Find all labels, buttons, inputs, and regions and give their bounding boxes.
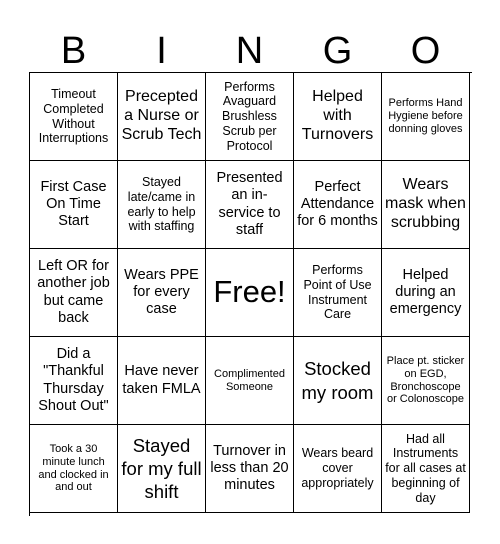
bingo-cell-b3[interactable]: Left OR for another job but came back [30,249,118,337]
header-letter-g: G [322,30,354,72]
header-letter-o: O [410,30,442,72]
header-letter-i: I [156,30,168,72]
header-letter-b: B [60,30,88,72]
bingo-cell-g3[interactable]: Performs Point of Use Instrument Care [294,249,382,337]
bingo-cell-b1[interactable]: Timeout Completed Without Interruptions [30,73,118,161]
bingo-cell-b4[interactable]: Did a "Thankful Thursday Shout Out" [30,337,118,425]
bingo-cell-g1[interactable]: Helped with Turnovers [294,73,382,161]
bingo-cell-b2[interactable]: First Case On Time Start [30,161,118,249]
bingo-cell-g4[interactable]: Stocked my room [294,337,382,425]
bingo-cell-o5[interactable]: Had all Instruments for all cases at beginning of day [382,425,470,513]
header-letter-n: N [235,30,265,72]
bingo-cell-o2[interactable]: Wears mask when scrubbing [382,161,470,249]
bingo-cell-b5[interactable]: Took a 30 minute lunch and clocked in and out [30,425,118,513]
bingo-cell-i2[interactable]: Stayed late/came in early to help with staffing [118,161,206,249]
bingo-cell-i4[interactable]: Have never taken FMLA [118,337,206,425]
bingo-header [30,30,470,72]
bingo-cell-o4[interactable]: Place pt. sticker on EGD, Bronchoscope or Colonoscope [382,337,470,425]
bingo-cell-n4[interactable]: Complimented Someone [206,337,294,425]
bingo-cell-o1[interactable]: Performs Hand Hygiene before donning gloves [382,73,470,161]
bingo-cell-g2[interactable]: Perfect Attendance for 6 months [294,161,382,249]
bingo-cell-n5[interactable]: Turnover in less than 20 minutes [206,425,294,513]
bingo-grid [29,72,472,516]
bingo-cell-n2[interactable]: Presented an in-service to staff [206,161,294,249]
bingo-cell-n1[interactable]: Performs Avaguard Brushless Scrub per Protocol [206,73,294,161]
bingo-cell-i5[interactable]: Stayed for my full shift [118,425,206,513]
bingo-cell-i1[interactable]: Precepted a Nurse or Scrub Tech [118,73,206,161]
bingo-cell-i3[interactable]: Wears PPE for every case [118,249,206,337]
bingo-cell-free[interactable]: Free! [206,249,294,337]
bingo-cell-g5[interactable]: Wears beard cover appropriately [294,425,382,513]
bingo-cell-o3[interactable]: Helped during an emergency [382,249,470,337]
